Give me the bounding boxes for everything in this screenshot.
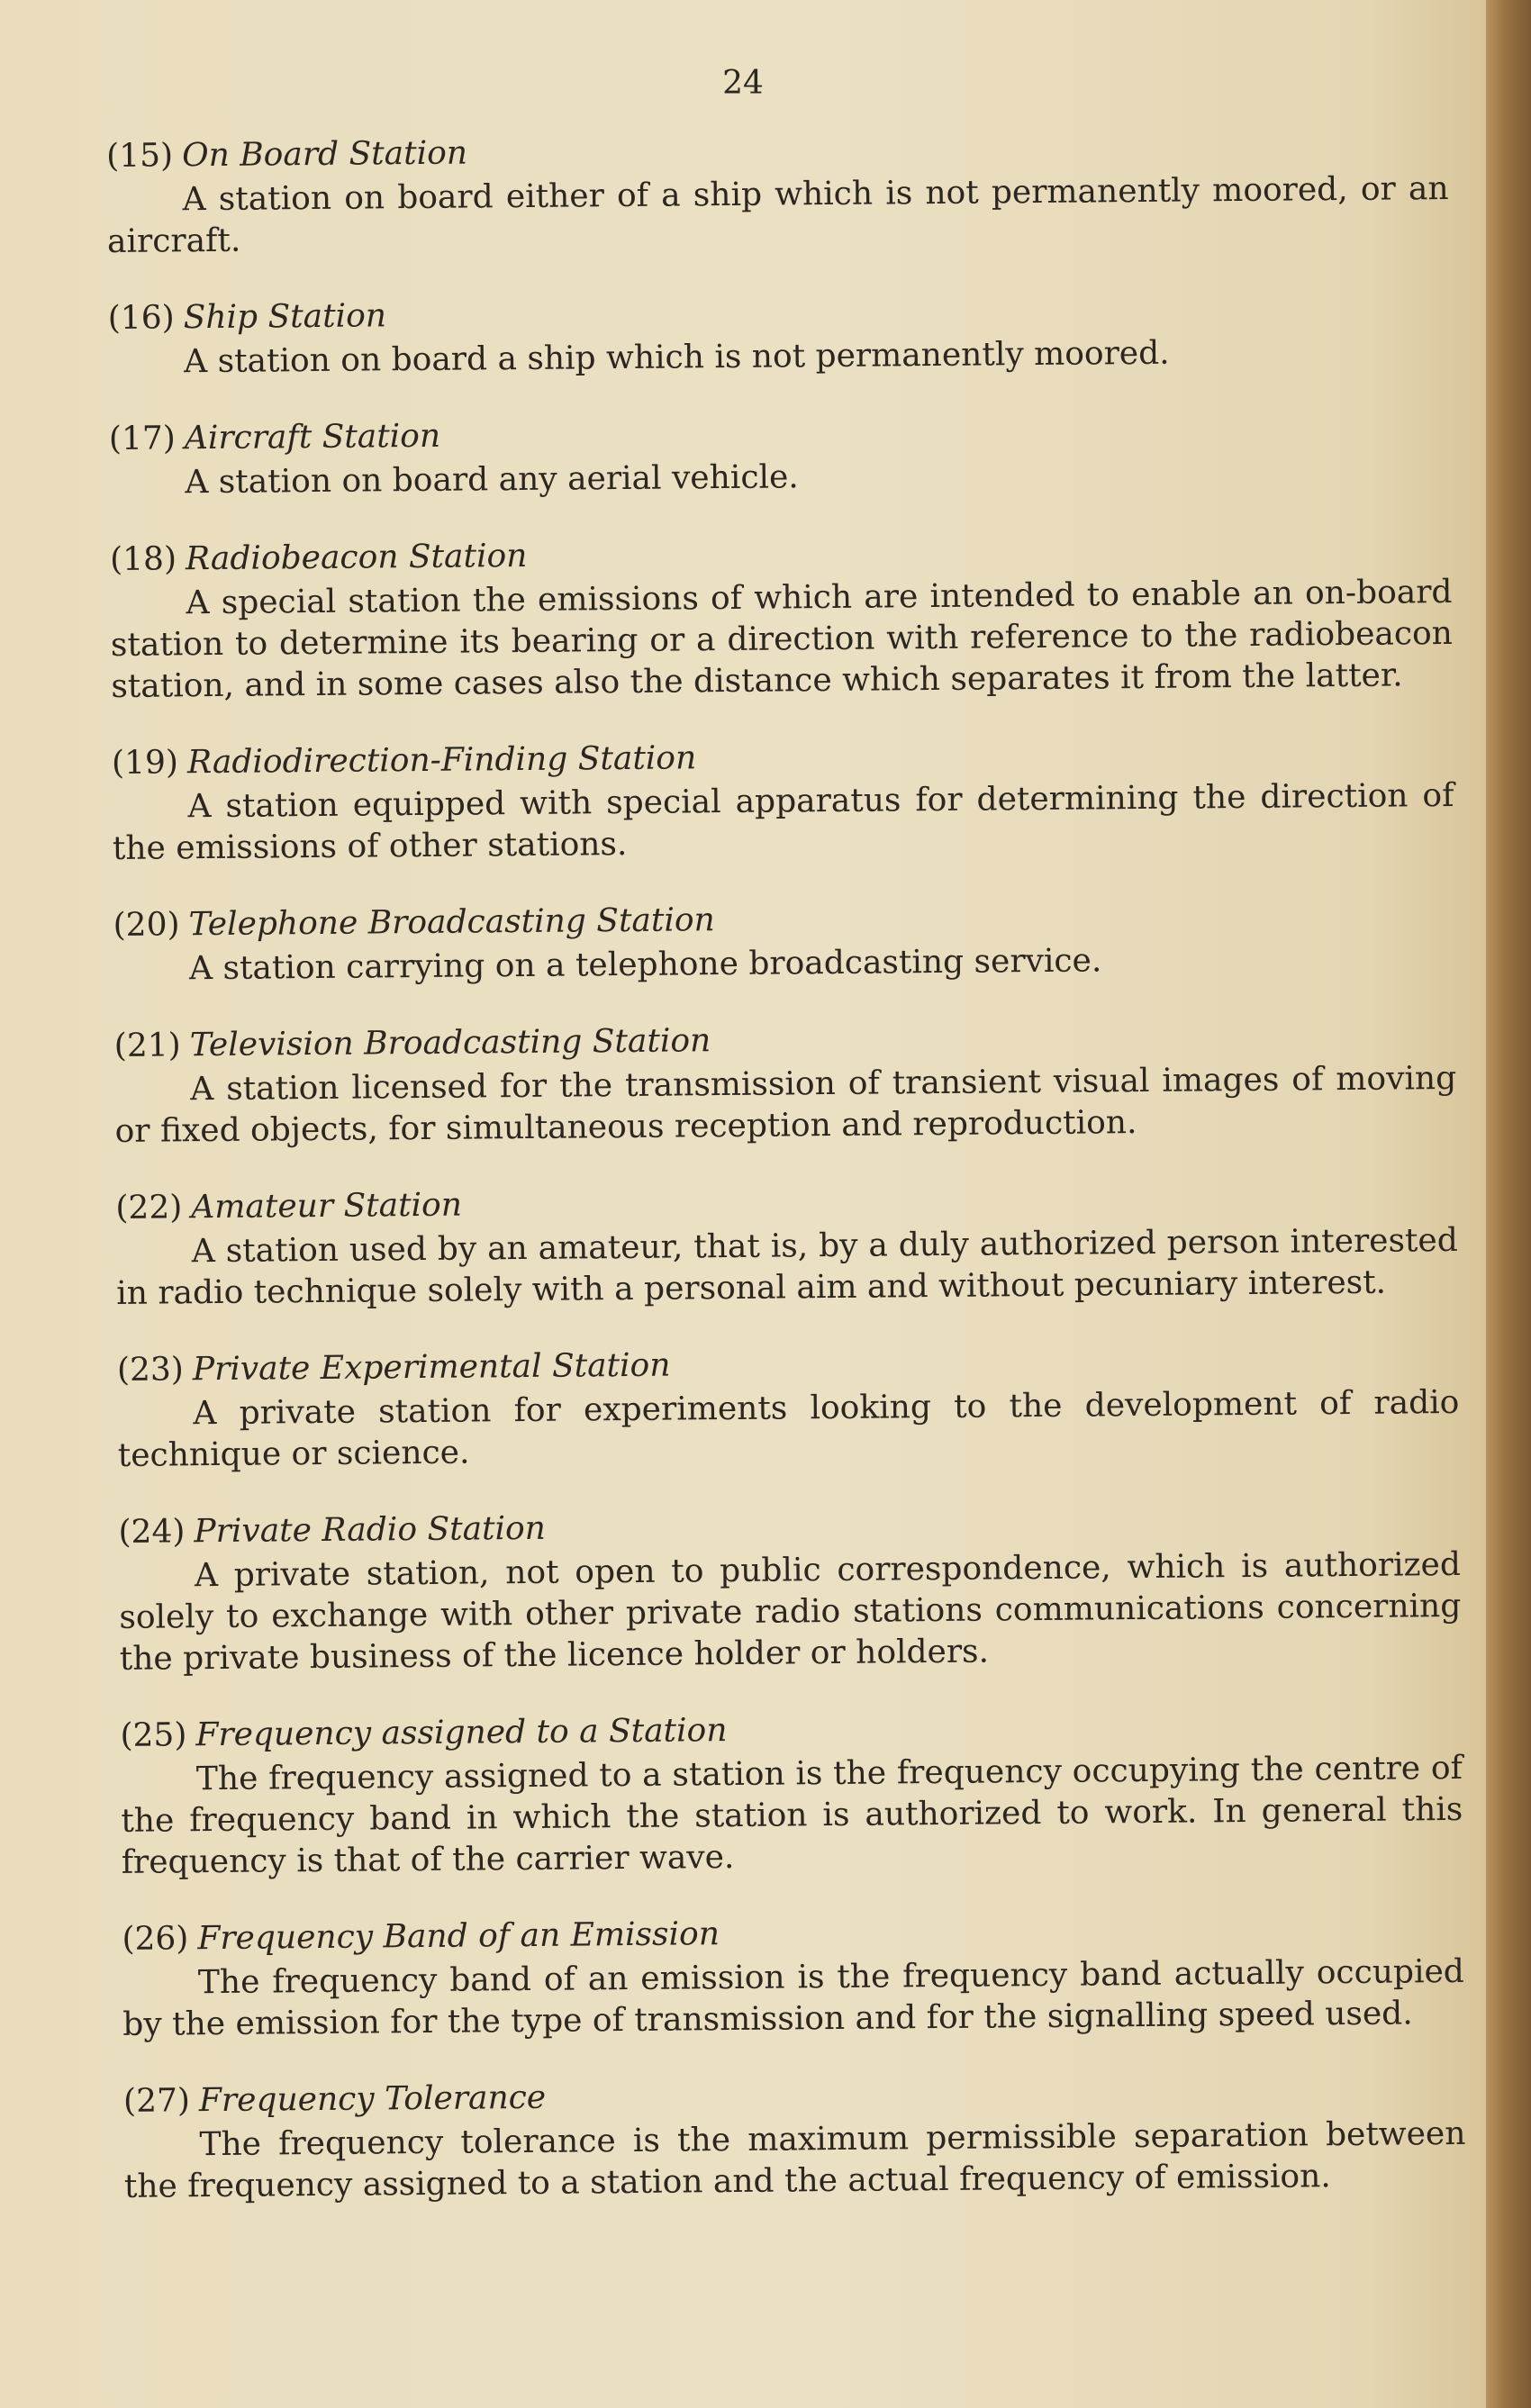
entry-title: Radiodirection-Finding Station (186, 739, 697, 782)
definition-entry (110, 527, 1454, 708)
entry-number: (16) (107, 299, 175, 337)
entry-text: A station on board either of a ship which is not permanently moored, or an aircraft. (106, 169, 1449, 260)
definitions-list (106, 123, 1466, 2242)
entry-title: Frequency Band of an Emission (197, 1915, 720, 1958)
entry-text: The frequency tolerance is the maximum permissible separation between the frequency assigned to a station and the actual frequency of emission. (123, 2114, 1466, 2205)
entry-title: Ship Station (183, 297, 387, 337)
entry-text: The frequency assigned to a station is the frequency occupying the centre of the frequency band in which the station is authorized to work. In general this frequency is that of the carrier wave. (121, 1749, 1463, 1881)
book-spine-edge (1486, 0, 1531, 2408)
definition-entry (113, 892, 1455, 991)
entry-number: (23) (116, 1351, 185, 1389)
entry-number: (17) (108, 420, 177, 457)
page-number: 24 (722, 65, 764, 102)
definition-entry (106, 123, 1449, 263)
entry-title: Television Broadcasting Station (189, 1022, 711, 1064)
entry-text: A station on board a ship which is not permanently moored. (184, 334, 1170, 381)
entry-number: (24) (118, 1513, 186, 1551)
definition-entry (123, 2069, 1466, 2208)
entry-title: Radiobeacon Station (185, 537, 528, 578)
entry-number: (15) (106, 137, 174, 175)
definition-entry (122, 1906, 1464, 2046)
definition-entry (112, 730, 1454, 870)
entry-number: (20) (113, 906, 180, 944)
entry-number: (18) (109, 540, 177, 578)
definition-entry (118, 1499, 1462, 1680)
entry-title: Private Radio Station (194, 1509, 547, 1551)
entry-title: Telephone Broadcasting Station (188, 901, 715, 944)
definition-entry (108, 285, 1451, 384)
entry-title: Frequency Tolerance (198, 2078, 547, 2120)
entry-title: Aircraft Station (184, 417, 441, 457)
entry-number: (26) (122, 1920, 189, 1958)
entry-number: (25) (120, 1716, 187, 1754)
definition-entry (109, 406, 1452, 504)
entry-text: A private station for experiments looking to the development of radio technique or science. (117, 1383, 1460, 1474)
entry-number: (21) (113, 1027, 181, 1064)
entry-number: (19) (111, 744, 179, 782)
definition-entry (120, 1703, 1463, 1884)
entry-text: A station on board any aerial vehicle. (185, 458, 799, 502)
entry-text: The frequency band of an emission is the frequency band actually occupied by the emission for the type of transmission and for the signalling speed used. (122, 1952, 1465, 2043)
entry-text: A private station, not open to public correspondence, which is authorized solely to exchange with other private radio stations communications concerning the private business of the licence holder or holders. (119, 1545, 1462, 1678)
entry-number: (27) (122, 2082, 191, 2120)
entry-text: A station carrying on a telephone broadcasting service. (188, 942, 1102, 988)
entry-number: (22) (115, 1189, 183, 1227)
entry-title: On Board Station (181, 134, 468, 175)
entry-text: A station used by an amateur, that is, by a duly authorized person interested in radio technique solely with a personal aim and without pecuniary interest. (116, 1221, 1458, 1312)
entry-text: A station licensed for the transmission of transient visual images of moving or fixed objects, for simultaneous reception and reproduction. (114, 1059, 1457, 1150)
definition-entry (115, 1175, 1458, 1315)
entry-text: A special station the emissions of which are intended to enable an on-board station to determine its bearing or a direction with reference to the radiobeacon station, and in some cases also the distance which separates it from the latter. (110, 573, 1454, 705)
entry-title: Frequency assigned to a Station (195, 1712, 728, 1754)
entry-text: A station equipped with special apparatus for determining the direction of the emissions of other stations. (112, 776, 1454, 867)
entry-title: Private Experimental Station (192, 1346, 671, 1389)
definition-entry (114, 1013, 1457, 1153)
entry-title: Amateur Station (191, 1186, 463, 1227)
definition-entry (117, 1337, 1460, 1477)
